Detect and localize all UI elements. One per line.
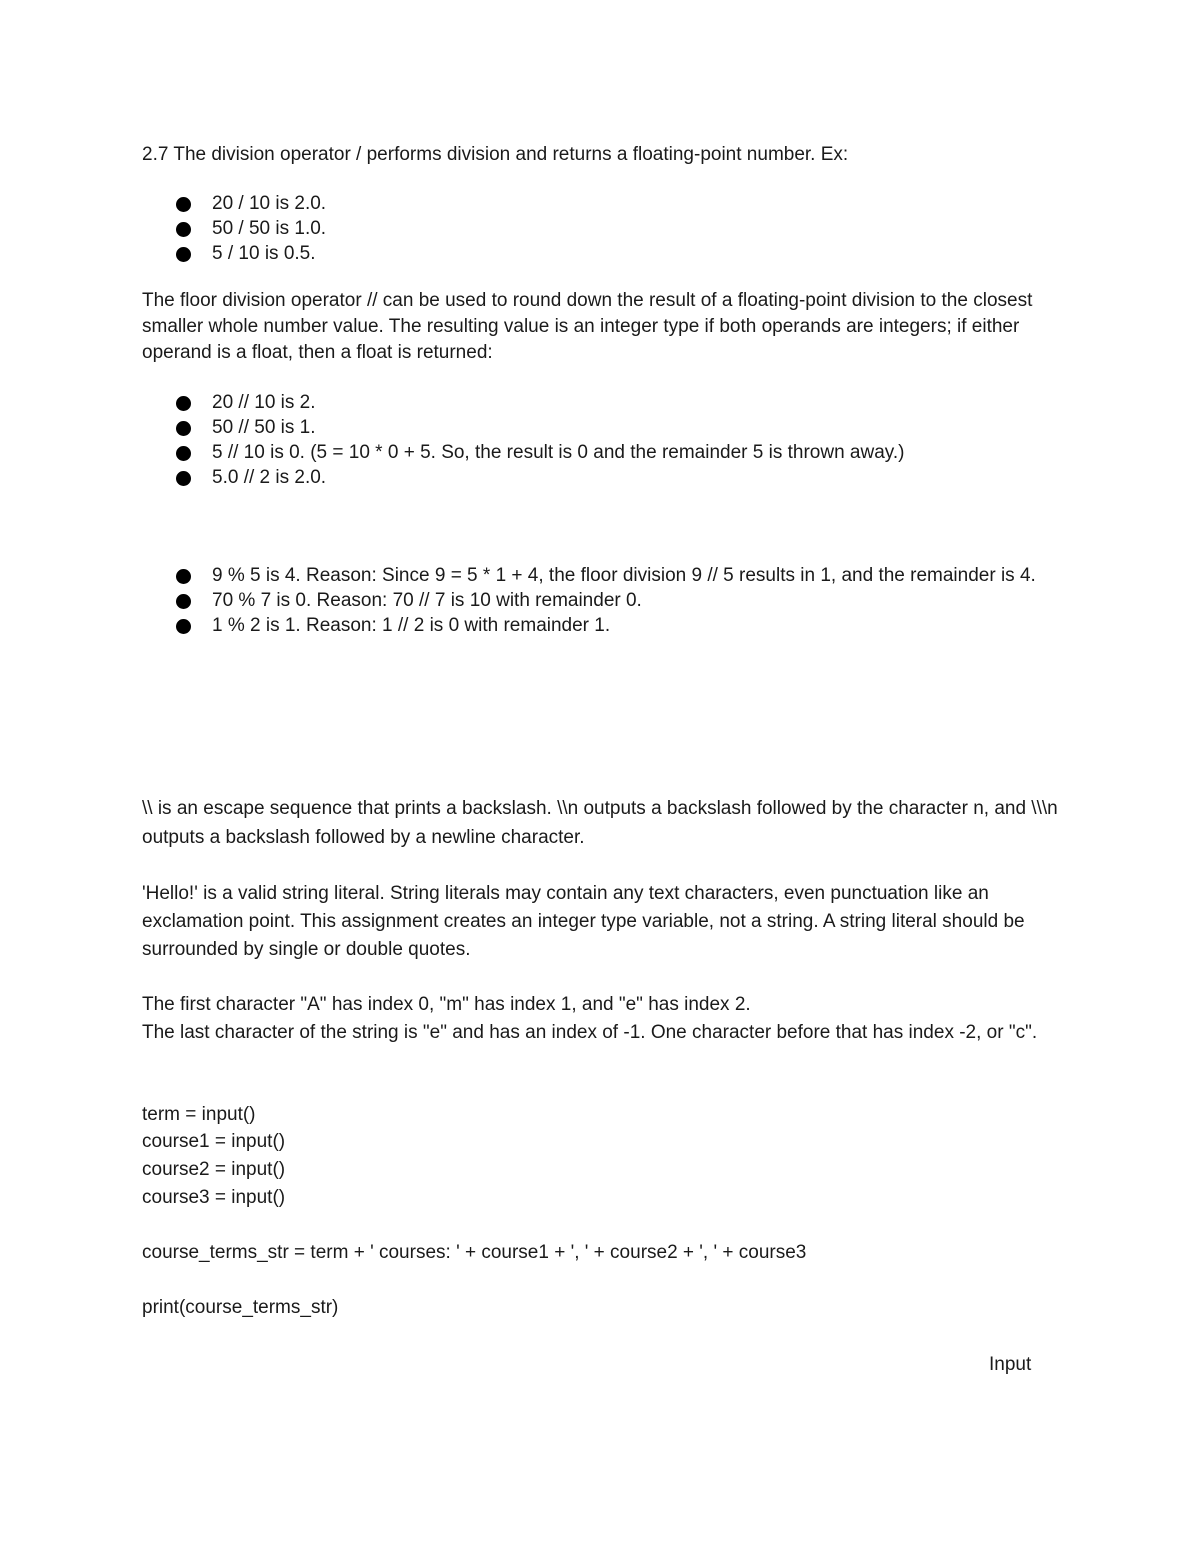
bullet-icon [176, 396, 191, 411]
bullet-icon [176, 222, 191, 237]
index-text-last: The last character of the string is "e" and has an index of -1. One character before that has index -2, or "c". [142, 1022, 1038, 1043]
list-item [176, 415, 1056, 440]
code-line-term: term = input() [142, 1104, 256, 1125]
list-item-text: 9 % 5 is 4. Reason: Since 9 = 5 * 1 + 4, the floor division 9 // 5 results in 1, and the remainder is 4. [212, 565, 1036, 586]
code-line-course3: course3 = input() [142, 1187, 286, 1208]
code-line-concat: course_terms_str = term + ' courses: ' + course1 + ', ' + course2 + ', ' + course3 [142, 1242, 807, 1263]
list-item-text: 5.0 // 2 is 2.0. [212, 467, 327, 488]
string-literal-text: 'Hello!' is a valid string literal. String literals may contain any text characters, even punctuation like an exclamation point. This assignment creates an integer type variable, not a string. A string literal should be surrounded by single or double quotes. [142, 883, 1025, 960]
list-item-text: 5 // 10 is 0. (5 = 10 * 0 + 5. So, the result is 0 and the remainder 5 is thrown away.) [212, 442, 905, 463]
list-item [176, 390, 1056, 415]
division-examples-list [176, 191, 1056, 266]
division-intro: 2.7 The division operator / performs division and returns a floating-point number. Ex: [142, 144, 849, 165]
bullet-icon [176, 421, 191, 436]
list-item [176, 191, 1056, 216]
bullet-icon [176, 569, 191, 584]
code-line-course1: course1 = input() [142, 1131, 286, 1152]
bullet-icon [176, 446, 191, 461]
list-item [176, 440, 1056, 465]
floor-division-intro: The floor division operator // can be used to round down the result of a floating-point division to the closest smaller whole number value. The resulting value is an integer type if both operands are integers; if either operand is a float, then a float is returned: [142, 290, 1033, 363]
bullet-icon [176, 471, 191, 486]
code-line-course2: course2 = input() [142, 1159, 286, 1180]
list-item-text: 20 // 10 is 2. [212, 392, 316, 413]
list-item-text: 50 / 50 is 1.0. [212, 218, 327, 239]
list-item [176, 241, 1056, 266]
bullet-icon [176, 197, 191, 212]
bullet-icon [176, 247, 191, 262]
index-text-first: The first character "A" has index 0, "m" has index 1, and "e" has index 2. [142, 994, 751, 1015]
escape-sequence-text: \\ is an escape sequence that prints a backslash. \\n outputs a backslash followed by the character n, and \\\n outputs a backslash followed by a newline character. [142, 798, 1058, 848]
list-item-text: 1 % 2 is 1. Reason: 1 // 2 is 0 with remainder 1. [212, 615, 611, 636]
list-item [176, 465, 1056, 490]
list-item-text: 50 // 50 is 1. [212, 417, 316, 438]
list-item-text: 70 % 7 is 0. Reason: 70 // 7 is 10 with remainder 0. [212, 590, 642, 611]
modulo-examples-list [176, 563, 1056, 638]
code-line-print: print(course_terms_str) [142, 1297, 339, 1318]
list-item [176, 588, 1056, 613]
bullet-icon [176, 619, 191, 634]
floor-examples-list [176, 390, 1056, 490]
list-item-text: 20 / 10 is 2.0. [212, 193, 327, 214]
input-label: Input [989, 1354, 1032, 1375]
bullet-icon [176, 594, 191, 609]
list-item-text: 5 / 10 is 0.5. [212, 243, 316, 264]
list-item [176, 563, 1056, 588]
list-item [176, 613, 1056, 638]
list-item [176, 216, 1056, 241]
